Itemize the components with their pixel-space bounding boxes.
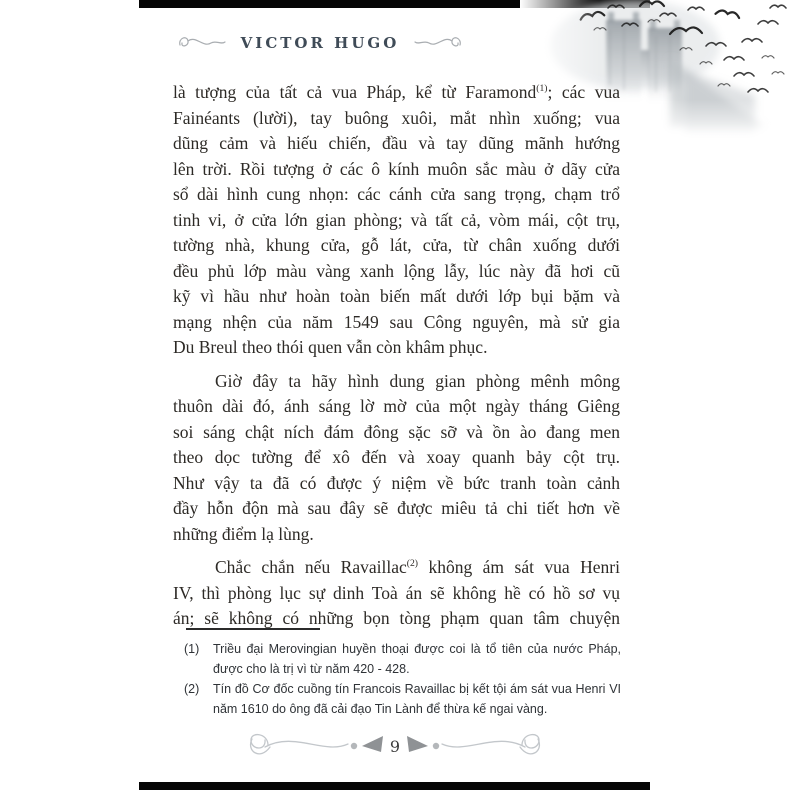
body-line: tinh vi, ở cửa lớn gian phòng; và tất cả, vòm mái, cột trụ, bbox=[173, 209, 620, 230]
body-line: mạng nhện của năm 1549 sau Công nguyên, mà sử gia bbox=[173, 311, 620, 332]
book-edge-bottom bbox=[139, 782, 650, 790]
footnote-line: năm 1610 do ông đã cải đạo Tin Lành để thừa kế ngai vàng. bbox=[213, 702, 548, 716]
body-line: IV, thì phòng lục sự dinh Toà án sẽ không hề có hồ sơ vụ bbox=[173, 582, 620, 603]
footnotes bbox=[184, 639, 621, 719]
body-line-text: là tượng của tất cả vua Pháp, kể từ Faramond bbox=[173, 82, 537, 102]
footnote-line: Tín đồ Cơ đốc cuồng tín Francois Ravaillac bị kết tội ám sát vua Henri VI bbox=[213, 682, 621, 696]
header-flourish-right-icon bbox=[413, 33, 463, 53]
body-line: những điểm lạ lùng. bbox=[173, 523, 314, 544]
body-line: Du Breul theo thói quen vẫn còn khâm phục. bbox=[173, 337, 488, 357]
body-line: sổ dài hình cung nhọn: các cánh cửa sang trọng, chạm trổ bbox=[173, 184, 620, 204]
header-flourish-left-icon bbox=[177, 33, 227, 53]
page-number: 9 bbox=[389, 736, 401, 756]
footer-flourish-right-icon bbox=[406, 723, 546, 767]
body-line: đầy hỗn độn mà sau đây sẽ được miêu tả chi tiết hơn về bbox=[173, 498, 620, 518]
body-line: theo dọc tường để xô đến và xoay quanh bảy cột trụ. bbox=[173, 447, 620, 467]
page-footer bbox=[0, 722, 790, 768]
body-line: Giờ đây ta hãy hình dung gian phòng mênh mông bbox=[215, 370, 620, 391]
footnote-1 bbox=[184, 639, 621, 679]
body-line bbox=[173, 80, 620, 106]
body-line: Như vậy ta đã có được ý niệm về bức tranh toàn cảnh bbox=[173, 472, 620, 493]
footnote-line: được cho là trị vì từ năm 420 - 428. bbox=[213, 662, 410, 676]
body-line: kỹ vì hầu như hoàn toàn biến mất dưới lớp bụi bặm và bbox=[173, 286, 620, 306]
footnote-2 bbox=[184, 679, 621, 719]
author-header: VICTOR HUGO bbox=[240, 34, 400, 52]
footnote-marker: (1) bbox=[184, 642, 200, 656]
footnote-separator bbox=[186, 628, 320, 630]
body-line: lên trời. Rồi tượng ở các ô kính muôn sắc màu ở dãy cửa bbox=[173, 158, 620, 179]
body-line-text: không ám sát vua Henri bbox=[417, 557, 620, 577]
body-line: thuôn dài đó, ánh sáng lờ mờ của một ngày tháng Giêng bbox=[173, 396, 620, 416]
body-line: án; sẽ không có những bọn tòng phạm quan tâm chuyện bbox=[173, 608, 620, 628]
footer-flourish-left-icon bbox=[244, 723, 384, 767]
footnote-ref-2: (2) bbox=[406, 558, 418, 570]
body-line: soi sáng chật ních đám đông sặc sỡ và ồn ào đang men bbox=[173, 421, 620, 442]
footnote-line: Triều đại Merovingian huyền thoại được coi là tổ tiên của nước Pháp, bbox=[213, 642, 621, 656]
body-line: Fainéants (lười), tay buông xuôi, mắt nhìn xuống; vua bbox=[173, 107, 620, 128]
body-line-text: Chắc chắn nếu Ravaillac bbox=[215, 557, 407, 577]
footnote-ref-1: (1) bbox=[536, 83, 548, 95]
footnote-marker: (2) bbox=[184, 682, 200, 696]
body-line: dũng cảm và hiếu chiến, đầu và tay dũng mãnh hướng bbox=[173, 133, 620, 153]
body-line: tường nhà, khung cửa, gỗ lát, cửa, từ chân xuống dưới bbox=[173, 235, 620, 255]
body-line-text: ; các vua bbox=[547, 82, 620, 102]
body-line bbox=[173, 555, 620, 581]
body-text bbox=[173, 80, 620, 632]
body-line: đều phủ lớp màu vàng xanh lộng lẫy, lúc này đã hơi cũ bbox=[173, 260, 620, 281]
